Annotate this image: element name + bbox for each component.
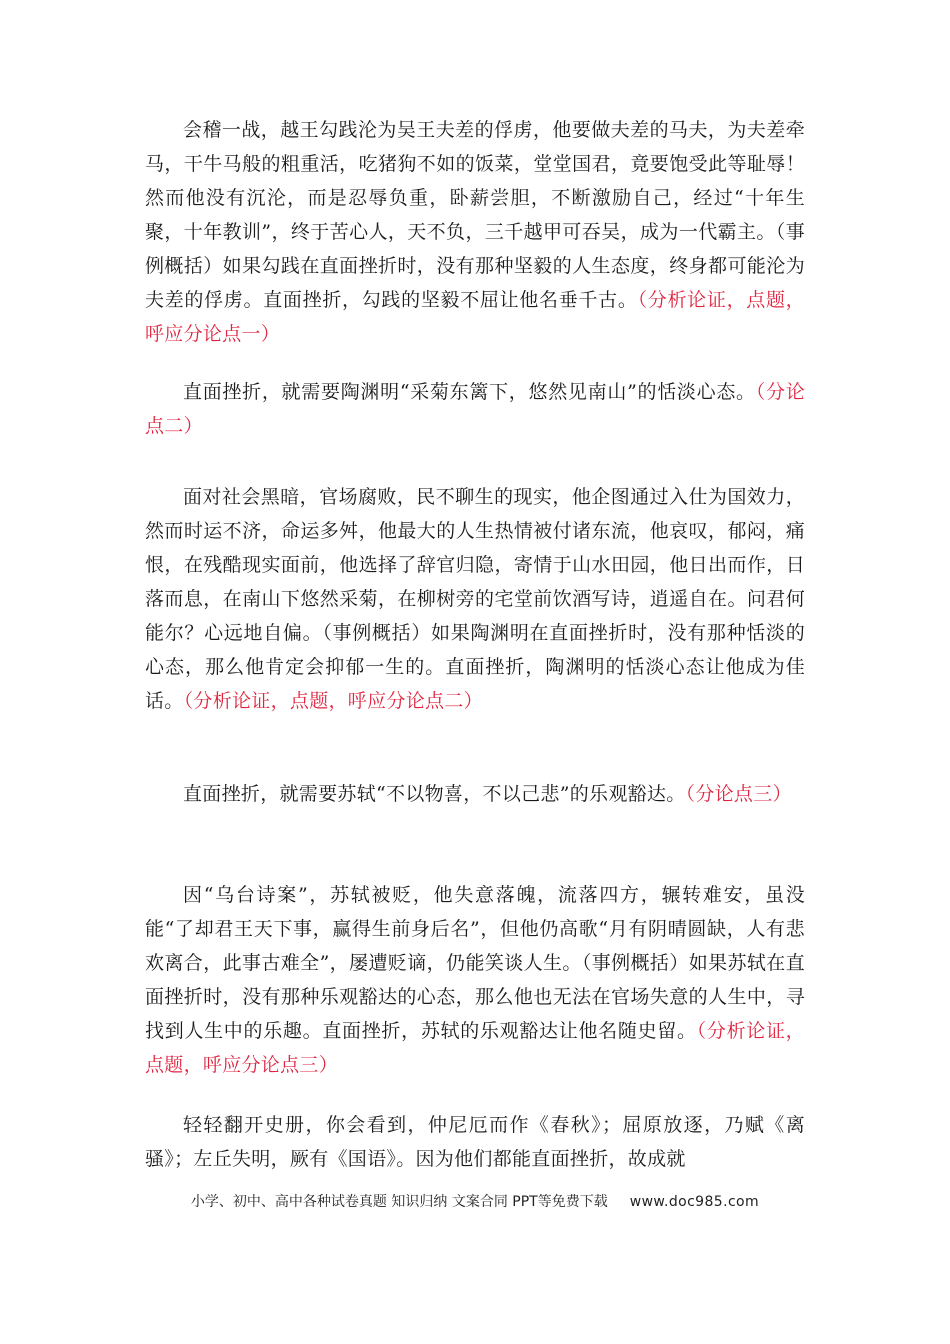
annotation-note: （分论点二） bbox=[145, 381, 805, 437]
page-footer bbox=[0, 1191, 950, 1211]
paragraph-text: 会稽一战，越王勾践沦为吴王夫差的俘虏，他要做夫差的马夫，为夫差牵马，干牛马般的粗重活，吃猪狗不如的饭菜，堂堂国君，竟要饱受此等耻辱！然而他没有沉沦，而是忍辱负重，卧薪尝胆，不断激励自己，经过“十年生聚，十年教训”，终于苦心人，天不负，三千越甲可吞吴，成为一代霸主。（事例概括）如果勾践在直面挫折时，没有那种坚毅的人生态度，终身都可能沦为夫差的俘虏。直面挫折，勾践的坚毅不屈让他名垂千古。 bbox=[145, 119, 805, 311]
paragraph-text: 直面挫折，就需要陶渊明“采菊东篱下，悠然见南山”的恬淡心态。 bbox=[183, 381, 756, 403]
annotation-note: （分析论证，点题，呼应分论点三） bbox=[145, 1020, 805, 1076]
annotation-note: （分论点三） bbox=[685, 783, 792, 805]
paragraph-text: 因“乌台诗案”，苏轼被贬，他失意落魄，流落四方，辗转难安，虽没能“了却君王天下事，赢得生前身后名”，但他仍高歌“月有阴晴圆缺，人有悲欢离合，此事古难全”，屡遭贬谪，仍能笑谈人生。（事例概括）如果苏轼在直面挫折时，没有那种乐观豁达的心态，那么他也无法在官场失意的人生中，寻找到人生中的乐趣。直面挫折，苏轼的乐观豁达让他名随史留。 bbox=[145, 884, 805, 1042]
paragraph-text: 面对社会黑暗，官场腐败，民不聊生的现实，他企图通过入仕为国效力，然而时运不济，命运多舛，他最大的人生热情被付诸东流，他哀叹，郁闷，痛恨，在残酷现实面前，他选择了辞官归隐，寄情于山水田园，他日出而作，日落而息，在南山下悠然采菊，在柳树旁的宅堂前饮酒写诗，逍遥自在。问君何能尔？心远地自偏。（事例概括）如果陶渊明在直面挫折时，没有那种恬淡的心态，那么他肯定会抑郁一生的。直面挫折，陶渊明的恬淡心态让他成为佳话。 bbox=[145, 486, 805, 712]
annotation-note: （分析论证，点题，呼应分论点二） bbox=[183, 690, 483, 712]
paragraph-goujian bbox=[145, 113, 805, 351]
annotation-note: （分析论证，点题，呼应分论点一） bbox=[145, 289, 805, 345]
paragraph-text: 直面挫折，就需要苏轼“不以物喜，不以己悲”的乐观豁达。 bbox=[183, 783, 686, 805]
paragraph-sub-argument-two bbox=[145, 375, 805, 443]
paragraph-sub-argument-three bbox=[145, 777, 805, 811]
paragraph-history-books bbox=[145, 1108, 805, 1176]
footer-url[interactable]: www.doc985.com bbox=[629, 1194, 760, 1210]
paragraph-taoyuanming bbox=[145, 480, 805, 718]
footer-text: 小学、初中、高中各种试卷真题 知识归纳 文案合同 PPT等免费下载 bbox=[190, 1194, 608, 1210]
paragraph-sushi bbox=[145, 878, 805, 1082]
paragraph-text: 轻轻翻开史册，你会看到，仲尼厄而作《春秋》；屈原放逐，乃赋《离骚》；左丘失明，厥有《国语》。因为他们都能直面挫折，故成就 bbox=[145, 1114, 805, 1170]
